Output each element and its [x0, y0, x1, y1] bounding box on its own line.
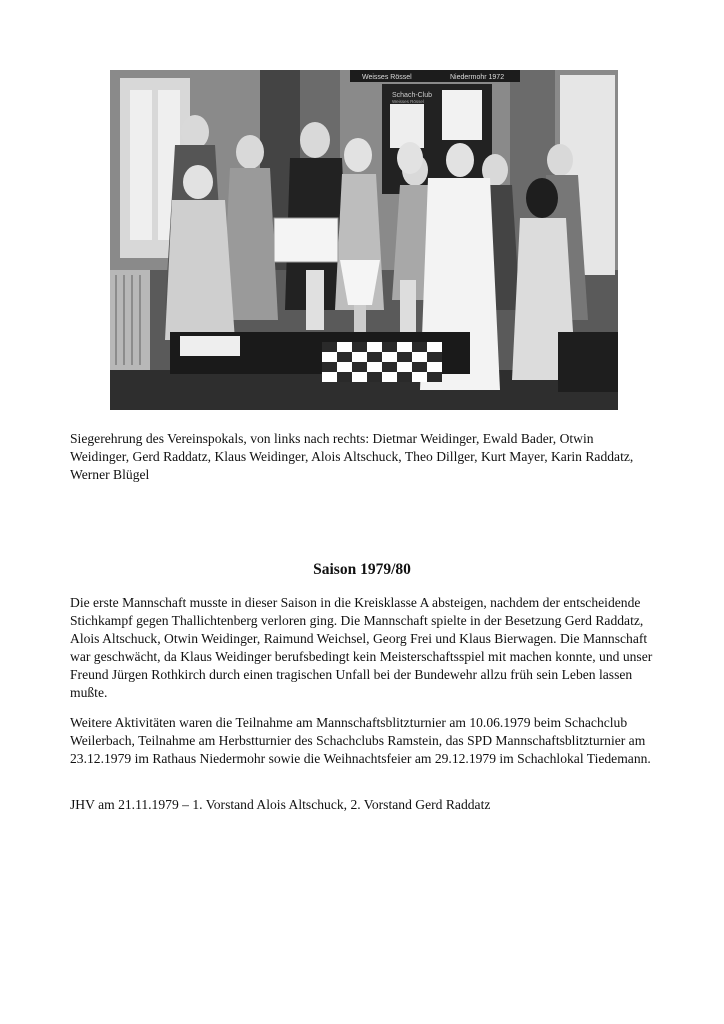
photo-caption: Siegerehrung des Vereinspokals, von links nach rechts: Dietmar Weidinger, Ewald Bader, Otwin Weidinger, Gerd Raddatz, Klaus Weidinger, Alois Altschuck, Theo Dillger, Kurt Mayer, Karin Raddatz, Werner Blügel: [70, 431, 634, 482]
chessboard-drawing: [322, 342, 442, 382]
section-title: Saison 1979/80: [313, 561, 411, 578]
paragraph-season-summary: Die erste Mannschaft musste in dieser Saison in die Kreisklasse A absteigen, nachdem der entscheidende Stichkampf gegen Thallichtenberg verloren ging. Die Mannschaft spielte in der Besetzung Gerd Raddatz, Alois Altschuck, Otwin Weidinger, Raimund Weichsel, Georg Frei und Klaus Bierwagen. Die Mannschaft war geschwächt, da Klaus Weidinger berufsbedingt kein Meisterschaftsspiel mit machen konnte, und unser Freund Jürgen Rothkirch durch einen tragischen Unfall bei der Bundewehr allzu früh sein Leben lassen mußte.: [70, 595, 653, 700]
paragraph-general-meeting: JHV am 21.11.1979 – 1. Vorstand Alois Altschuck, 2. Vorstand Gerd Raddatz: [70, 797, 491, 812]
team-photo: [110, 70, 618, 410]
board-sublabel-text: Weisses Rössel: [392, 99, 424, 104]
sign-left-text: Weisses Rössel: [362, 74, 412, 81]
team-photo-drawing: [110, 70, 618, 410]
paragraph-activities: Weitere Aktivitäten waren die Teilnahme am Mannschaftsblitzturnier am 10.06.1979 beim Schachclub Weilerbach, Teilnahme am Herbstturnier des Schachclubs Ramstein, das SPD Mannschaftsblitzturnier am 23.12.1979 im Rathaus Niedermohr sowie die Weihnachtsfeier am 29.12.1979 im Schachlokal Tiedemann.: [70, 715, 651, 766]
board-label-text: Schach-Club: [392, 92, 433, 99]
sign-right-text: Niedermohr 1972: [450, 74, 505, 81]
